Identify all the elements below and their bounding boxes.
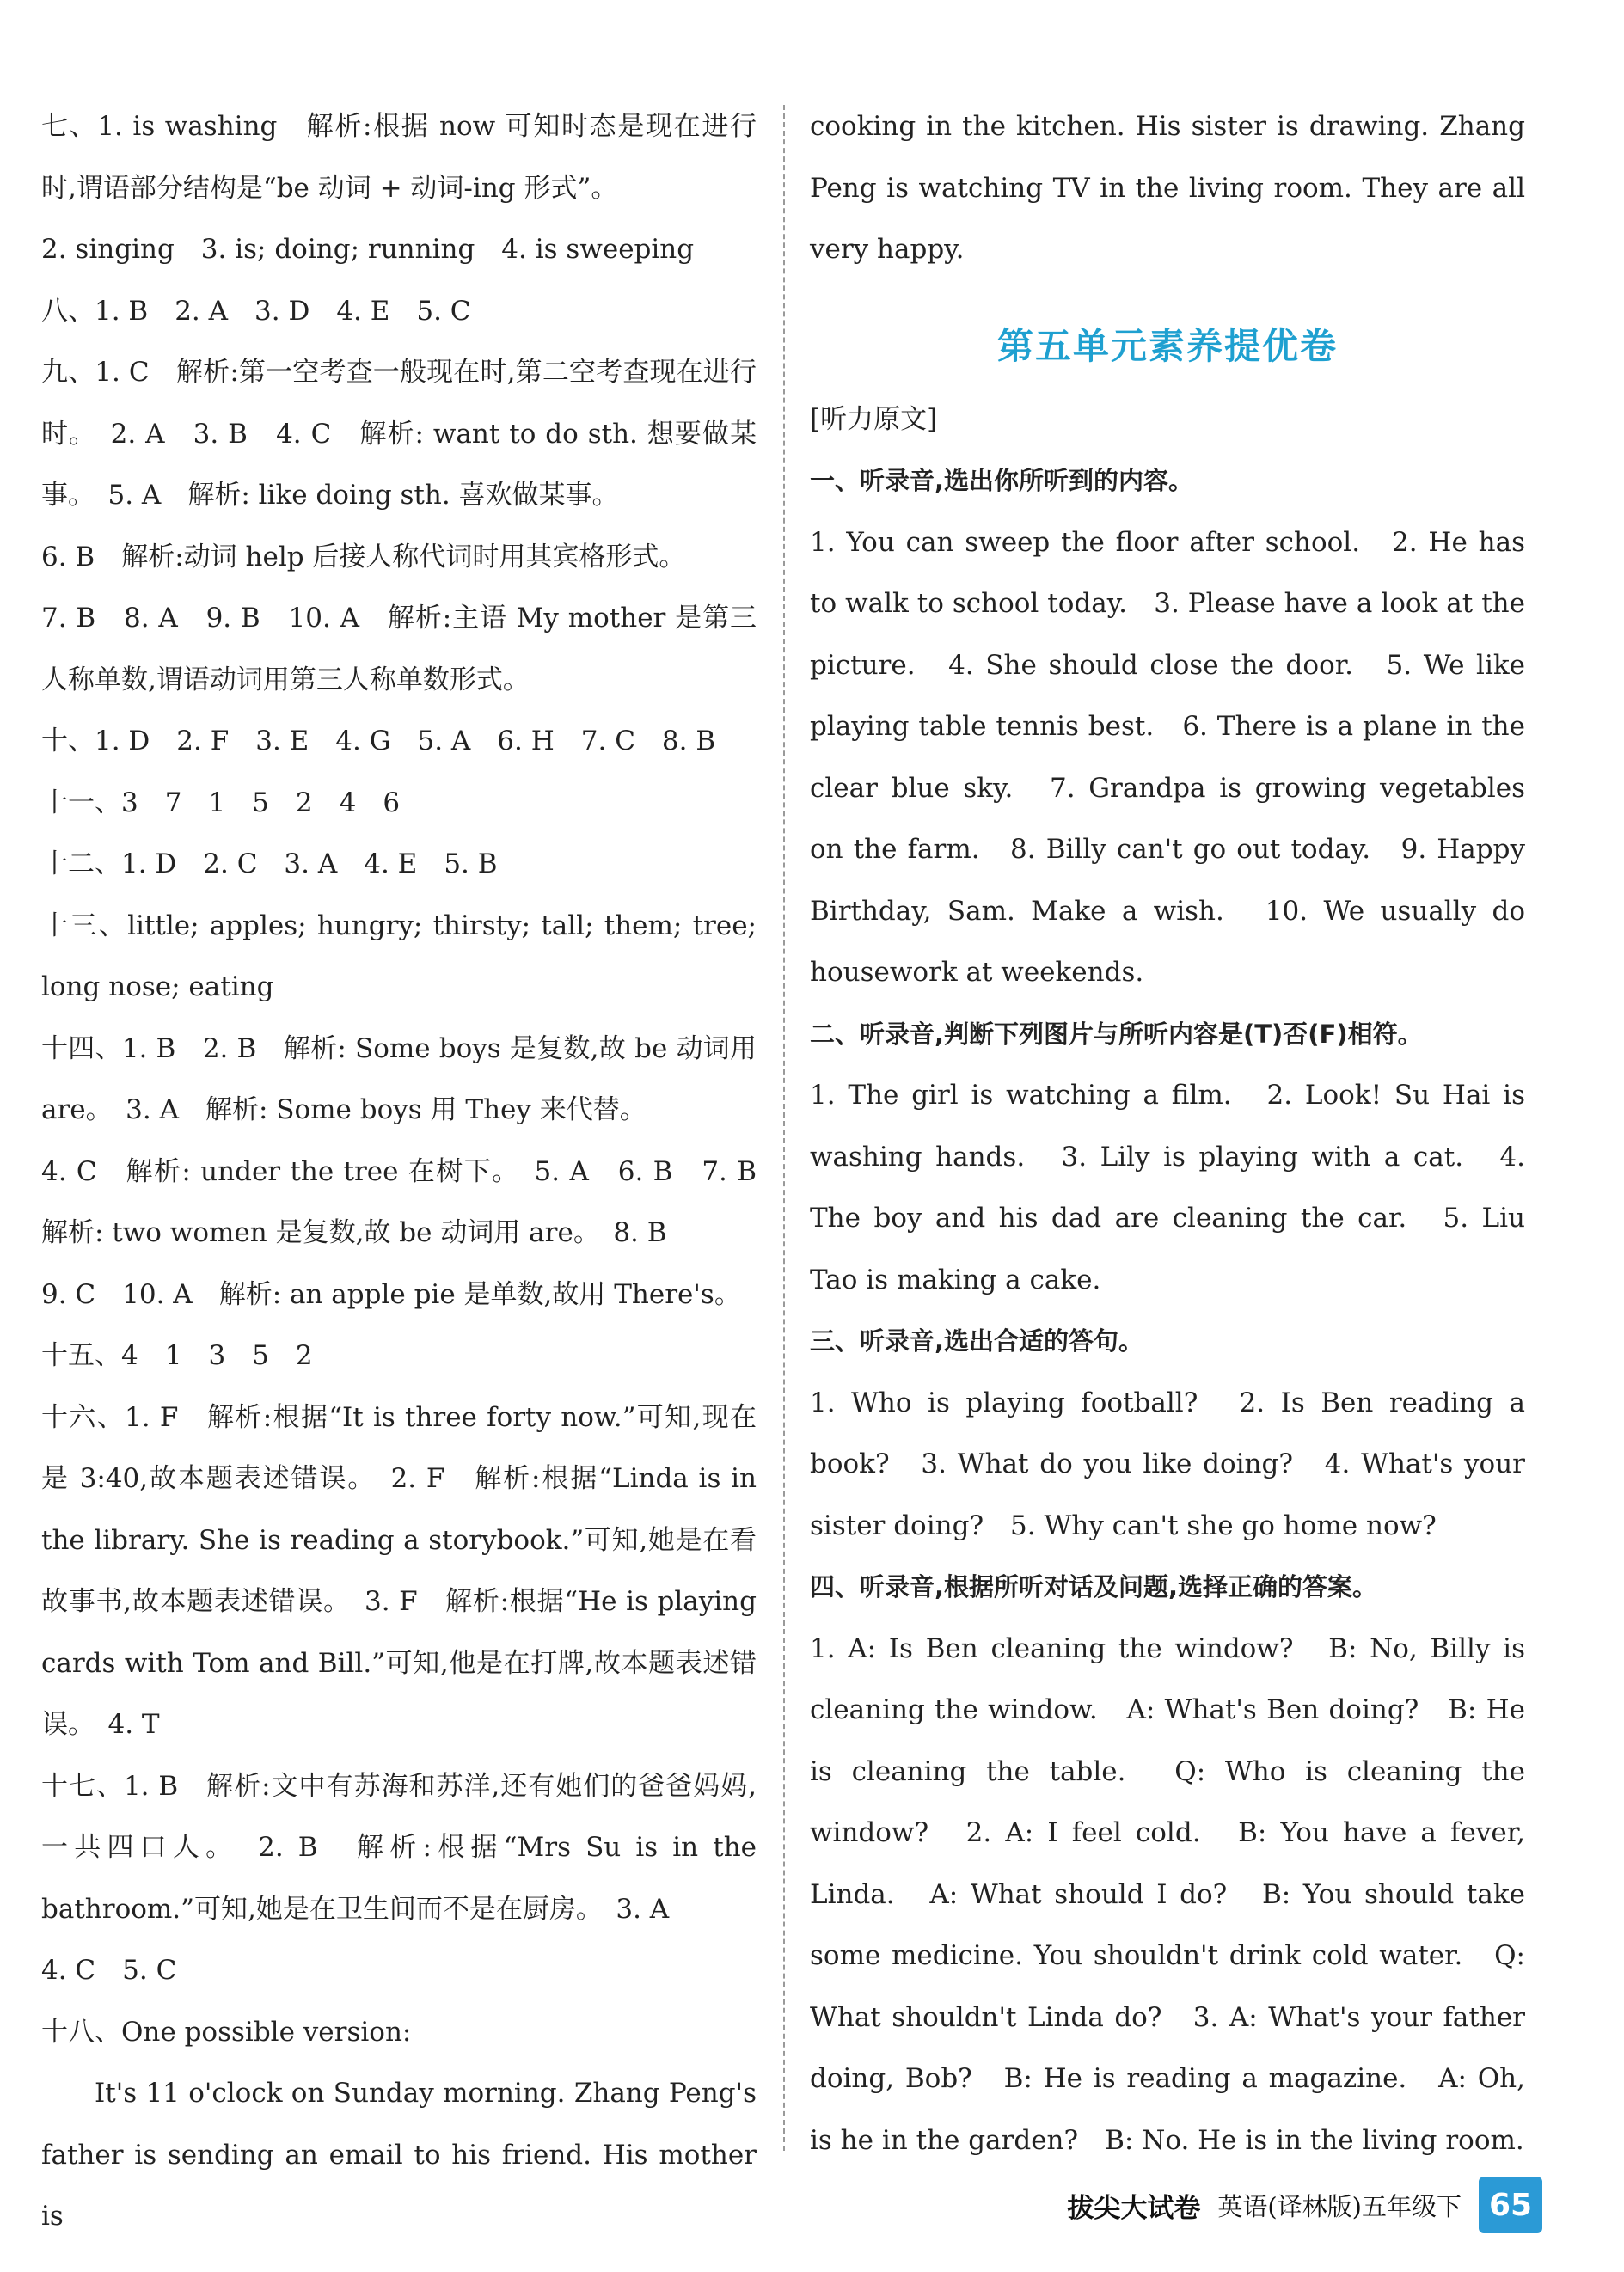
book-title: 拔尖大试卷 bbox=[1067, 2192, 1201, 2224]
answer-9: 九、1. C 解析:第一空考查一般现在时,第二空考查现在进行时。 2. A 3. B 4. C 解析: want to do sth. 想要做某事。 5. A 解析: like doing sth. 喜欢做某事。 bbox=[41, 357, 757, 511]
answer-14-4-8: 4. C 解析: under the tree 在树下。 5. A 6. B 7. B 解析: two women 是复数,故 be 动词用 are。 8. B bbox=[41, 1155, 783, 1248]
answer-10: 十、1. D 2. F 3. E 4. G 5. A 6. H 7. C 8. B bbox=[41, 726, 716, 756]
answer-14: 十四、1. B 2. B 解析: Some boys 是复数,故 be 动词用 are。 3. A 解析: Some boys 用 They 来代替。 bbox=[41, 1032, 757, 1125]
answer-7-cont: 2. singing 3. is; doing; running 4. is sweeping bbox=[41, 234, 695, 265]
answer-16: 十六、1. F 解析:根据“It is three forty now.”可知,现在是 3:40,故本题表述错误。 2. F 解析:根据“Linda is in the library. She is reading a storybook.”可知,她是在看故事书,故本题表述错误。 3. F 解析:根据“He is playing cards with Tom and Bill.”可知,他是在打牌,故本题表述错误。 4. T bbox=[41, 1401, 757, 1740]
book-subtitle: 英语(译林版)五年级下 bbox=[1217, 2191, 1462, 2221]
answer-11: 十一、3 7 1 5 2 4 6 bbox=[41, 787, 401, 818]
answer-18-header: 十八、One possible version: bbox=[41, 2016, 412, 2048]
answer-8: 八、1. B 2. A 3. D 4. E 5. C bbox=[41, 295, 471, 327]
answer-13: 十三、little; apples; hungry; thirsty; tall; them; tree; long nose; eating bbox=[41, 909, 757, 1002]
page-footer bbox=[1067, 2175, 1542, 2235]
right-column bbox=[810, 96, 1525, 2171]
answer-15: 十五、4 1 3 5 2 bbox=[41, 1340, 313, 1371]
part-3-body: 1. Who is playing football? 2. Is Ben reading a book? 3. What do you like doing? 4. What's your sister doing? 5. Why can't she go home now? bbox=[810, 1387, 1525, 1541]
part-1-header: 一、听录音,选出你所听到的内容。 bbox=[810, 466, 1194, 495]
answer-17: 十七、1. B 解析:文中有苏海和苏洋,还有她们的爸爸妈妈,一共四口人。 2. B 解析:根据“Mrs Su is in the bathroom.”可知,她是在卫生间而不是在厨房。 3. A bbox=[41, 1770, 757, 1925]
answer-12: 十二、1. D 2. C 3. A 4. E 5. B bbox=[41, 848, 498, 879]
answer-17-4-5: 4. C 5. C bbox=[41, 1955, 177, 1986]
answer-14-9-10: 9. C 10. A 解析: an apple pie 是单数,故用 There's。 bbox=[41, 1278, 741, 1310]
essay-paragraph: It's 11 o'clock on Sunday morning. Zhang Peng's father is sending an email to his friend. His mother is bbox=[41, 2078, 757, 2232]
part-4-header: 四、听录音,根据所听对话及问题,选择正确的答案。 bbox=[810, 1572, 1378, 1601]
column-divider bbox=[783, 105, 785, 2151]
answer-9-6: 6. B 解析:动词 help 后接人称代词时用其宾格形式。 bbox=[41, 541, 686, 573]
part-3-header: 三、听录音,选出合适的答句。 bbox=[810, 1326, 1144, 1356]
essay-continuation: cooking in the kitchen. His sister is drawing. Zhang Peng is watching TV in the living room. They are all very happy. bbox=[810, 111, 1525, 265]
answer-9-7-10: 7. B 8. A 9. B 10. A 解析:主语 My mother 是第三人称单数,谓语动词用第三人称单数形式。 bbox=[41, 603, 757, 695]
answer-7: 七、1. is washing 解析:根据 now 可知时态是现在进行时,谓语部分结构是“be 动词 + 动词-ing 形式”。 bbox=[41, 111, 757, 204]
section-title: 第五单元素养提优卷 bbox=[996, 324, 1338, 367]
page-number: 65 bbox=[1479, 2177, 1542, 2233]
part-2-header: 二、听录音,判断下列图片与所听内容是(T)否(F)相符。 bbox=[810, 1019, 1423, 1049]
left-column bbox=[41, 96, 783, 2248]
listening-label: [听力原文] bbox=[810, 403, 938, 435]
part-4-body: 1. A: Is Ben cleaning the window? B: No, Billy is cleaning the window. A: What's Ben doing? B: He is cleaning the table. Q: Who is cleaning the window? 2. A: I feel cold. B: You have a fever, Linda. A: What should I do? B: You should take some medicine. You shouldn't drink cold water. Q: What shouldn't Linda do? 3. A: What's your father doing, Bob? B: He is reading a magazine. A: Oh, is he in the garden? B: No. He is in the living room. bbox=[810, 1632, 1525, 2156]
part-2-body: 1. The girl is watching a film. 2. Look! Su Hai is washing hands. 3. Lily is playing with a cat. 4. The boy and his dad are cleaning the car. 5. Liu Tao is making a cake. bbox=[810, 1080, 1525, 1295]
part-1-body: 1. You can sweep the floor after school. 2. He has to walk to school today. 3. Please have a look at the picture. 4. She should close the door. 5. We like playing table tennis best. 6. There is a plane in the clear blue sky. 7. Grandpa is growing vegetables on the farm. 8. Billy can't go out today. 9. Happy Birthday, Sam. Make a wish. 10. We usually do housework at weekends. bbox=[810, 526, 1525, 988]
